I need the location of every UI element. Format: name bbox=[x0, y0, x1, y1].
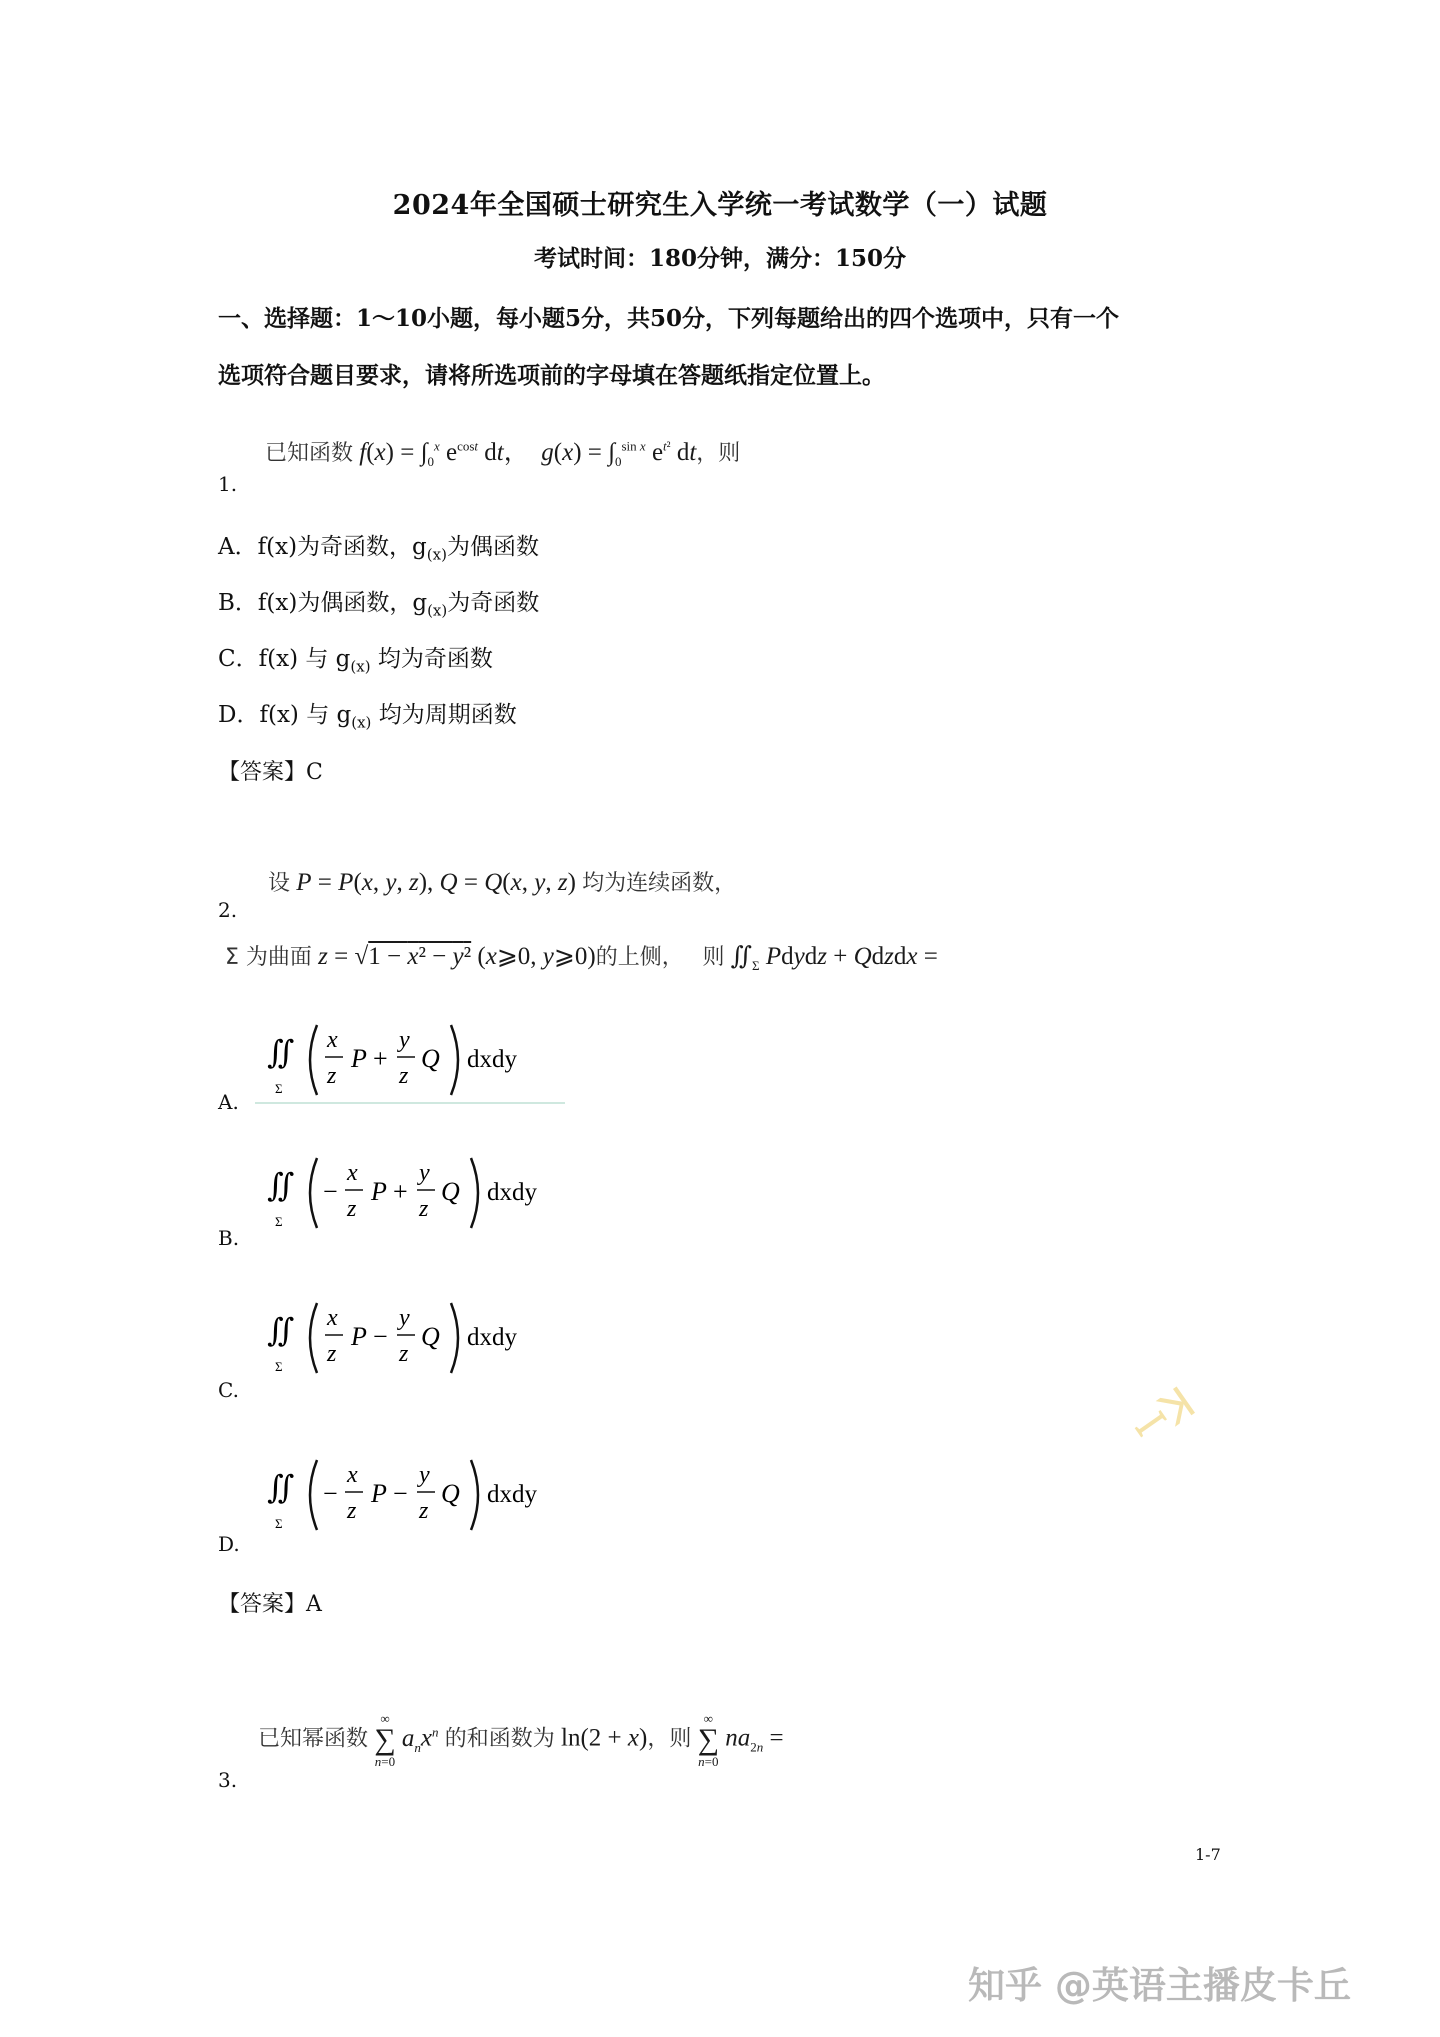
svg-text:z: z bbox=[347, 1196, 357, 1222]
svg-text:z: z bbox=[419, 1196, 429, 1222]
svg-text:∬: ∬ bbox=[267, 1469, 295, 1505]
svg-text:∬: ∬ bbox=[267, 1312, 295, 1348]
svg-text:x: x bbox=[347, 1462, 358, 1488]
svg-text:x: x bbox=[327, 1027, 338, 1053]
svg-text:Q: Q bbox=[421, 1322, 440, 1351]
q2-option-d-label: D. bbox=[218, 1532, 240, 1556]
q2-stem-line2: Σ 为曲面 z = √1 − x² − y² (x⩾0, y⩾0)的上侧， 则 $∬_\Sigma$ Pdydz + Qdzdx = bbox=[225, 943, 938, 973]
option-label: A． bbox=[218, 534, 258, 560]
q3-number: 3. bbox=[218, 1768, 238, 1792]
svg-text:−: − bbox=[323, 1177, 338, 1206]
svg-text:P: P bbox=[351, 1044, 367, 1073]
svg-text:y: y bbox=[399, 1027, 410, 1053]
svg-text:Q: Q bbox=[441, 1177, 460, 1206]
q2-option-d-formula bbox=[255, 1440, 575, 1540]
svg-text:z: z bbox=[399, 1063, 409, 1089]
option-text: f(x)为偶函数，g bbox=[257, 590, 428, 616]
q2-stem-line1-prefix: 设 bbox=[268, 871, 291, 896]
svg-text:x: x bbox=[347, 1160, 358, 1186]
q2-option-b-formula bbox=[255, 1138, 575, 1238]
q1-stem-prefix: 已知函数 bbox=[265, 441, 354, 466]
svg-text:Σ: Σ bbox=[275, 1516, 283, 1531]
svg-text:−: − bbox=[323, 1479, 338, 1508]
exam-subtitle: 考试时间：180分钟，满分：150分 bbox=[533, 245, 907, 272]
svg-text:Σ: Σ bbox=[275, 1359, 283, 1374]
option-text: f(x) 与 g bbox=[258, 646, 351, 672]
svg-text:y: y bbox=[399, 1305, 410, 1331]
faint-mark: ꟷꓘ bbox=[1122, 1377, 1205, 1457]
svg-text:y: y bbox=[419, 1160, 430, 1186]
q2-option-a-formula bbox=[255, 1005, 575, 1105]
option-text: 为奇函数 bbox=[447, 590, 540, 616]
svg-text:−: − bbox=[373, 1322, 388, 1351]
q1-stem-suffix: ，则 bbox=[696, 441, 741, 466]
q2-option-b-label: B. bbox=[218, 1226, 240, 1250]
q2-stem-line2-mid: 的上侧， bbox=[595, 945, 684, 970]
q2-number: 2. bbox=[218, 898, 238, 922]
option-label: D． bbox=[218, 702, 260, 728]
svg-text:∬: ∬ bbox=[267, 1167, 295, 1203]
q3-stem-then: ，则 bbox=[647, 1726, 692, 1752]
q2-answer: 【答案】A bbox=[218, 1592, 322, 1617]
svg-text:∬: ∬ bbox=[267, 1034, 295, 1070]
q2-option-a-label: A. bbox=[218, 1090, 239, 1114]
option-text: f(x)为奇函数，g bbox=[257, 534, 427, 560]
svg-text:Q: Q bbox=[421, 1044, 440, 1073]
q2-option-c-label: C. bbox=[218, 1378, 239, 1402]
svg-text:Q: Q bbox=[441, 1479, 460, 1508]
option-text: f(x) 与 g bbox=[259, 702, 352, 728]
option-sub: (x) bbox=[351, 713, 372, 732]
q1-number: 1. bbox=[218, 472, 238, 496]
q1-option-d bbox=[218, 696, 517, 732]
svg-text:P: P bbox=[371, 1479, 387, 1508]
svg-text:y: y bbox=[419, 1462, 430, 1488]
option-label: B． bbox=[218, 590, 258, 616]
q1-option-b bbox=[218, 584, 539, 620]
q2-option-c-formula bbox=[255, 1283, 575, 1383]
svg-text:+: + bbox=[393, 1177, 408, 1206]
section-instructions-line2: 选项符合题目要求，请将所选项前的字母填在答题纸指定位置上。 bbox=[218, 362, 885, 389]
svg-text:dxdy: dxdy bbox=[467, 1324, 517, 1351]
svg-text:z: z bbox=[419, 1498, 429, 1524]
svg-text:Σ: Σ bbox=[275, 1081, 283, 1096]
option-text: 为偶函数 bbox=[446, 534, 539, 560]
svg-text:x: x bbox=[327, 1305, 338, 1331]
q1-stem: 已知函数 $f(x) = \int_0^x$ $e^{cost}$ dt， $g(x) = \int_0^{sin x}$ $e^{t^2}$ dt，则 bbox=[265, 438, 741, 469]
page-number: 1-7 bbox=[1195, 1845, 1221, 1864]
option-sub: (x) bbox=[427, 601, 448, 620]
svg-text:P: P bbox=[371, 1177, 387, 1206]
q3-stem: 已知幂函数 ∞ ∑ n=0 $a_nx^n$ 的和函数为 ln(2 + x)，则 ∞ ∑ n=0 $na_{2n}$ = bbox=[258, 1711, 784, 1769]
option-label: C． bbox=[218, 646, 259, 672]
q1-answer: 【答案】C bbox=[218, 760, 323, 785]
q3-stem-prefix: 已知幂函数 bbox=[258, 1726, 369, 1752]
q1-option-a bbox=[218, 528, 539, 564]
svg-text:dxdy: dxdy bbox=[487, 1179, 537, 1206]
svg-text:z: z bbox=[347, 1498, 357, 1524]
svg-text:z: z bbox=[399, 1341, 409, 1367]
svg-text:dxdy: dxdy bbox=[467, 1046, 517, 1073]
option-text: 均为周期函数 bbox=[371, 702, 517, 728]
exam-title: 2024年全国硕士研究生入学统一考试数学（一）试题 bbox=[392, 190, 1048, 221]
q2-stem-line2-prefix: Σ 为曲面 bbox=[225, 945, 312, 970]
q2-stem-line2-then: 则 bbox=[702, 945, 725, 970]
q2-stem-line1: 设 P = P(x, y, z), Q = Q(x, y, z) 均为连续函数， bbox=[268, 869, 737, 896]
q2-stem-line1-suffix: 均为连续函数， bbox=[582, 871, 737, 896]
svg-text:z: z bbox=[327, 1341, 337, 1367]
option-sub: (x) bbox=[350, 657, 371, 676]
svg-text:−: − bbox=[393, 1479, 408, 1508]
section-instructions-line1: 一、选择题：1～10小题，每小题5分，共50分，下列每题给出的四个选项中，只有一个 bbox=[218, 305, 1120, 332]
watermark: 知乎 @英语主播皮卡丘 bbox=[968, 1964, 1351, 2007]
svg-text:+: + bbox=[373, 1044, 388, 1073]
svg-text:z: z bbox=[327, 1063, 337, 1089]
svg-text:Σ: Σ bbox=[275, 1214, 283, 1229]
svg-text:P: P bbox=[351, 1322, 367, 1351]
option-sub: (x) bbox=[426, 545, 447, 564]
q1-option-c bbox=[218, 640, 493, 676]
q3-stem-mid: 的和函数为 bbox=[444, 1726, 555, 1752]
option-text: 均为奇函数 bbox=[370, 646, 493, 672]
svg-text:dxdy: dxdy bbox=[487, 1481, 537, 1508]
